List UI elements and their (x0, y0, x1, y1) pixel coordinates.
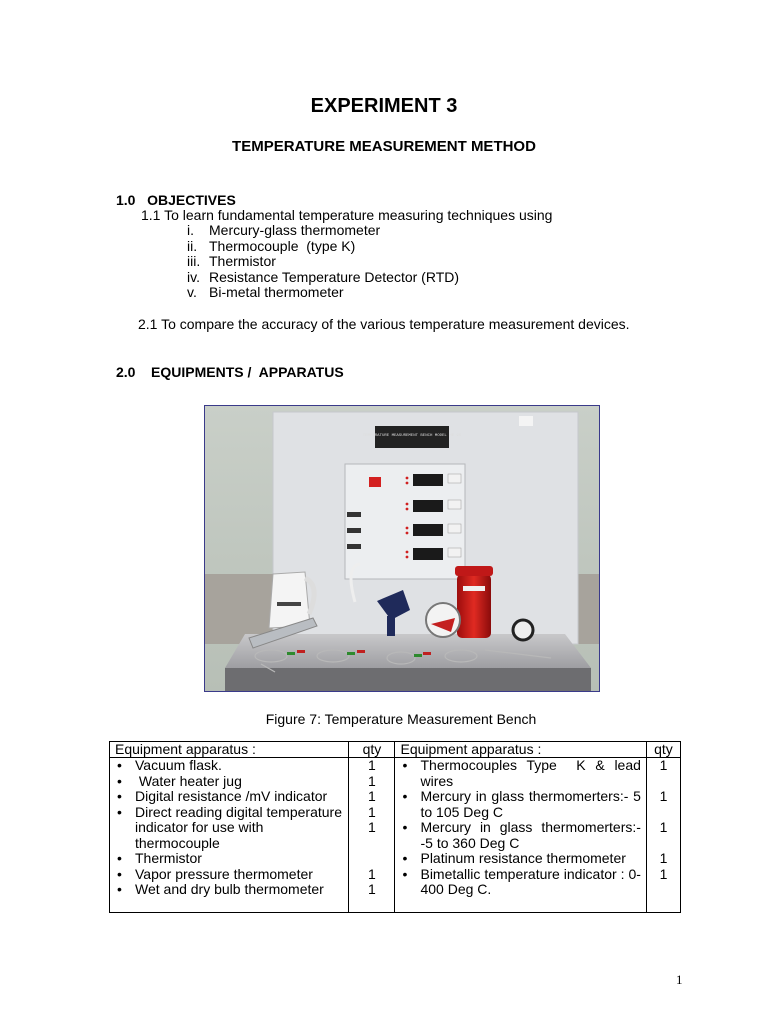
objectives-heading: 1.0 OBJECTIVES (116, 192, 236, 208)
display-4 (413, 548, 443, 560)
qty-value: 1 (368, 881, 376, 897)
qty-value (349, 836, 394, 852)
list-item: • Bimetallic temperature indicator : 0-400 Deg C. (400, 867, 640, 898)
equipment-heading: 2.0 EQUIPMENTS / APPARATUS (116, 364, 344, 380)
qty-value: 1 (368, 788, 376, 804)
list-item: • Thermistor (115, 851, 343, 867)
table-header-row (110, 742, 681, 758)
list-item: • Thermocouples Type K & lead wires (400, 758, 640, 789)
qty-value: 1 (368, 772, 376, 789)
water-heater-jug (269, 572, 310, 628)
list-item: • Platinum resistance thermometer (400, 851, 640, 867)
qty-value (349, 851, 394, 867)
list-item: • Vapor pressure thermometer (115, 867, 343, 883)
qty-value: 1 (659, 819, 668, 835)
power-switch (369, 477, 381, 487)
qty-list-right (646, 758, 680, 913)
display-1 (413, 474, 443, 486)
objective-compare: 2.1 To compare the accuracy of the various temperature measurement devices. (138, 316, 630, 332)
display-2 (413, 500, 443, 512)
panel-label: TEMPERATURE MEASUREMENT BENCH MODEL HE 95 (362, 434, 462, 438)
page-number: 1 (676, 972, 683, 987)
page-subtitle: TEMPERATURE MEASUREMENT METHOD (232, 138, 536, 155)
equipment-list-left (110, 758, 349, 913)
list-item: • Digital resistance /mV indicator (115, 789, 343, 805)
qty-value: 1 (368, 803, 376, 820)
equipment-table (109, 741, 681, 913)
display-3 (413, 524, 443, 536)
list-item: • Wet and dry bulb thermometer (115, 882, 343, 898)
table-row (110, 758, 681, 913)
dial-thermometer (426, 603, 460, 637)
experiment-title: EXPERIMENT 3 (310, 95, 458, 117)
qty-value: 1 (659, 757, 668, 773)
qty-value: 1 (368, 819, 376, 835)
qty-value: 1 (368, 757, 376, 773)
bench-photo (204, 405, 600, 692)
list-item: • Water heater jug (115, 774, 343, 790)
equipment-list-right (395, 758, 646, 913)
list-item: • Vacuum flask. (115, 758, 343, 774)
qty-value: 1 (659, 865, 668, 882)
figure-caption: Figure 7: Temperature Measurement Bench (265, 711, 537, 727)
list-item: • Mercury in glass thermomerters:- 5 to 105 Deg C (400, 789, 640, 820)
qty-value (647, 774, 680, 790)
bimetal-gauge (513, 620, 533, 640)
list-item: • Direct reading digital temperature indicator for use with thermocouple (115, 805, 343, 852)
qty-list-left (349, 758, 395, 913)
objective-intro: 1.1 To learn fundamental temperature measuring techniques using (141, 207, 553, 223)
qty-value: 1 (368, 865, 376, 882)
col-header-qty-left: qty (349, 742, 395, 758)
qty-value: 1 (659, 788, 668, 804)
vacuum-flask (457, 574, 491, 638)
qty-value (647, 805, 680, 821)
label-sticker (519, 416, 533, 426)
col-header-equipment-right: Equipment apparatus : (395, 742, 646, 758)
qty-value: 1 (659, 850, 668, 866)
col-header-equipment-left: Equipment apparatus : (110, 742, 349, 758)
col-header-qty-right: qty (646, 742, 680, 758)
list-item: • Mercury in glass thermomerters:- -5 to 360 Deg C (400, 820, 640, 851)
qty-value (647, 836, 680, 852)
